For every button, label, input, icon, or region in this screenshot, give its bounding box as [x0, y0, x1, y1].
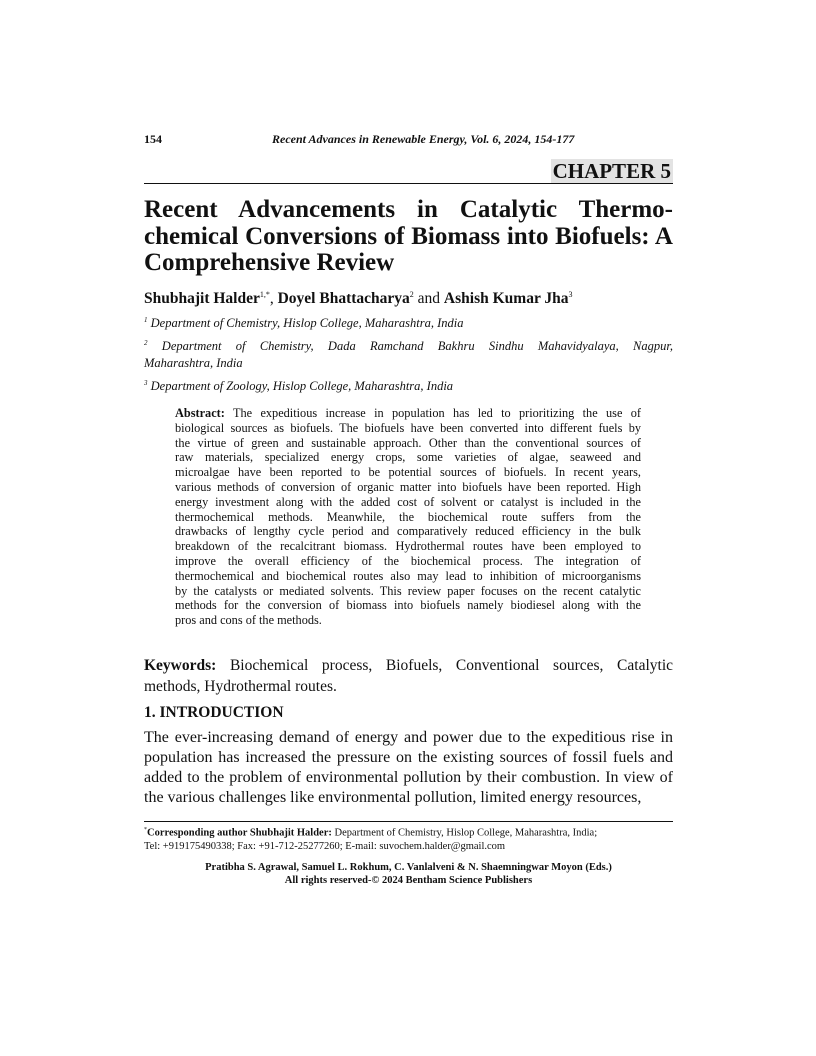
text-line	[144, 748, 673, 768]
footnote-sup: *	[144, 827, 147, 833]
title-line: Recent Advancements in Catalytic Thermo-	[144, 196, 673, 223]
line-text: by the catalysts or mediated solvents. This review paper focuses on the recent catalytic	[175, 583, 641, 598]
author-sup: 3	[568, 290, 573, 299]
text-line	[144, 788, 673, 808]
label: Abstract:	[175, 406, 225, 420]
text-line	[175, 524, 641, 539]
footnote-contact: Tel: +919175490338; Fax: +91-712-25277260; E-mail: suvochem.halder@gmail.com	[144, 840, 506, 852]
author-list	[144, 290, 573, 308]
line-text: the various challenges like environmental pollution, limited energy resources,	[144, 789, 642, 806]
footnote-label: Corresponding author Shubhajit Halder:	[147, 827, 332, 839]
label: Keywords:	[144, 657, 217, 674]
affiliation-sup: 1	[144, 316, 148, 324]
affiliation-text: Department of Zoology, Hislop College, Maharashtra, India	[150, 379, 454, 394]
chapter-rule	[144, 183, 673, 184]
affiliation	[144, 375, 673, 395]
copyright: All rights reserved-© 2024 Bentham Science Publishers	[284, 875, 533, 886]
text-line	[175, 406, 641, 421]
editors: Pratibha S. Agrawal, Samuel L. Rokhum, C. Vanlalveni & N. Shaemningwar Moyon (Eds.)	[205, 862, 612, 873]
text-line	[175, 613, 641, 628]
text-line	[175, 584, 641, 599]
author-name: Shubhajit Halder	[144, 290, 260, 308]
line-text: drawbacks of lengthy cycle period and comparatively reduced efficiency in the bulk	[175, 524, 641, 539]
text-line	[144, 768, 673, 788]
author-sup: 1,*	[259, 290, 270, 299]
running-title: Recent Advances in Renewable Energy, Vol. 6, 2024, 154-177	[272, 132, 575, 146]
line-text: Biochemical process, Biofuels, Conventional sources, Catalytic	[216, 657, 673, 674]
author-sep: and	[413, 290, 444, 308]
line-text: energy investment along with the added cost of solvent or catalyst is included in the	[175, 494, 641, 509]
text-line	[144, 656, 673, 677]
footnote	[144, 824, 673, 853]
line-text: thermochemical methods. Meanwhile, the biochemical route suffers from the	[175, 509, 641, 524]
text-line	[175, 465, 641, 480]
line-text: the virtue of green and sustainable approach. Other than the conventional sources of	[175, 435, 641, 450]
line-text: The expeditious increase in population has led to prioritizing the use of	[224, 406, 641, 420]
line-text: microalgae have been reported to be potential sources of biofuels. In recent years,	[175, 465, 641, 480]
affiliation-text: Department of Chemistry, Hislop College, Maharashtra, India	[150, 316, 464, 331]
affiliation	[144, 312, 673, 332]
affiliations	[144, 312, 673, 395]
publisher-info	[144, 861, 673, 887]
text-line	[175, 554, 641, 569]
section-heading: 1. INTRODUCTION	[144, 704, 284, 721]
text-line	[175, 495, 641, 510]
keywords	[144, 656, 673, 697]
affiliation-sup: 2	[144, 339, 148, 348]
line-text: biological sources as biofuels. The biofuels have been converted into different fuels by	[175, 420, 641, 435]
affiliation-text: Maharashtra, India	[144, 356, 243, 371]
title-line: Comprehensive Review	[144, 249, 395, 276]
line-text: pros and cons of the methods.	[175, 613, 322, 628]
line-text: added to the problem of environmental pollution by their combustion. In view of	[144, 769, 673, 786]
footnote-text: Department of Chemistry, Hislop College, Maharashtra, India;	[331, 827, 598, 839]
chapter-title	[144, 197, 673, 277]
text-line	[144, 677, 673, 698]
abstract	[175, 406, 641, 628]
line-text: breakdown of the recalcitrant biomass. Hydrothermal routes have been employed to	[175, 539, 641, 554]
text-line	[175, 421, 641, 436]
text-line	[144, 728, 673, 748]
introduction-text	[144, 728, 673, 808]
footnote-rule	[144, 821, 673, 822]
author-name: Ashish Kumar Jha	[443, 290, 569, 308]
text-line	[175, 510, 641, 525]
text-line	[175, 436, 641, 451]
text-line	[175, 569, 641, 584]
text-line	[175, 598, 641, 613]
author-sup: 2	[409, 290, 414, 299]
page-number: 154	[144, 132, 162, 146]
line-text: various methods of conversion of organic matter into biofuels have been reported. High	[175, 479, 641, 494]
chapter-label: CHAPTER 5	[552, 159, 671, 183]
author-name: Doyel Bhattacharya	[277, 290, 410, 308]
line-text: methods, Hydrothermal routes.	[144, 677, 337, 695]
title-line: chemical Conversions of Biomass into Biofuels: A	[144, 222, 673, 250]
line-text: raw materials, specialized energy crops, some varieties of algae, seaweed and	[175, 450, 641, 465]
author-sep: ,	[269, 290, 278, 308]
line-text: The ever-increasing demand of energy and power due to the expeditious rise in	[144, 729, 673, 746]
line-text: methods for the conversion of biomass into biofuels namely biodiesel along with the	[175, 598, 641, 613]
line-text: improve the overall efficiency of the biochemical process. The integration of	[175, 553, 641, 568]
affiliation	[144, 335, 673, 372]
line-text: thermochemical and biochemical routes also may lead to inhibition of microorganisms	[175, 568, 641, 583]
text-line	[175, 450, 641, 465]
affiliation-text: Department of Chemistry, Dada Ramchand Bakhru Sindhu Mahavidyalaya, Nagpur,	[161, 339, 673, 354]
text-line	[175, 539, 641, 554]
line-text: population has increased the pressure on the existing sources of fossil fuels and	[144, 749, 673, 766]
text-line	[175, 480, 641, 495]
affiliation-sup: 3	[144, 379, 148, 388]
